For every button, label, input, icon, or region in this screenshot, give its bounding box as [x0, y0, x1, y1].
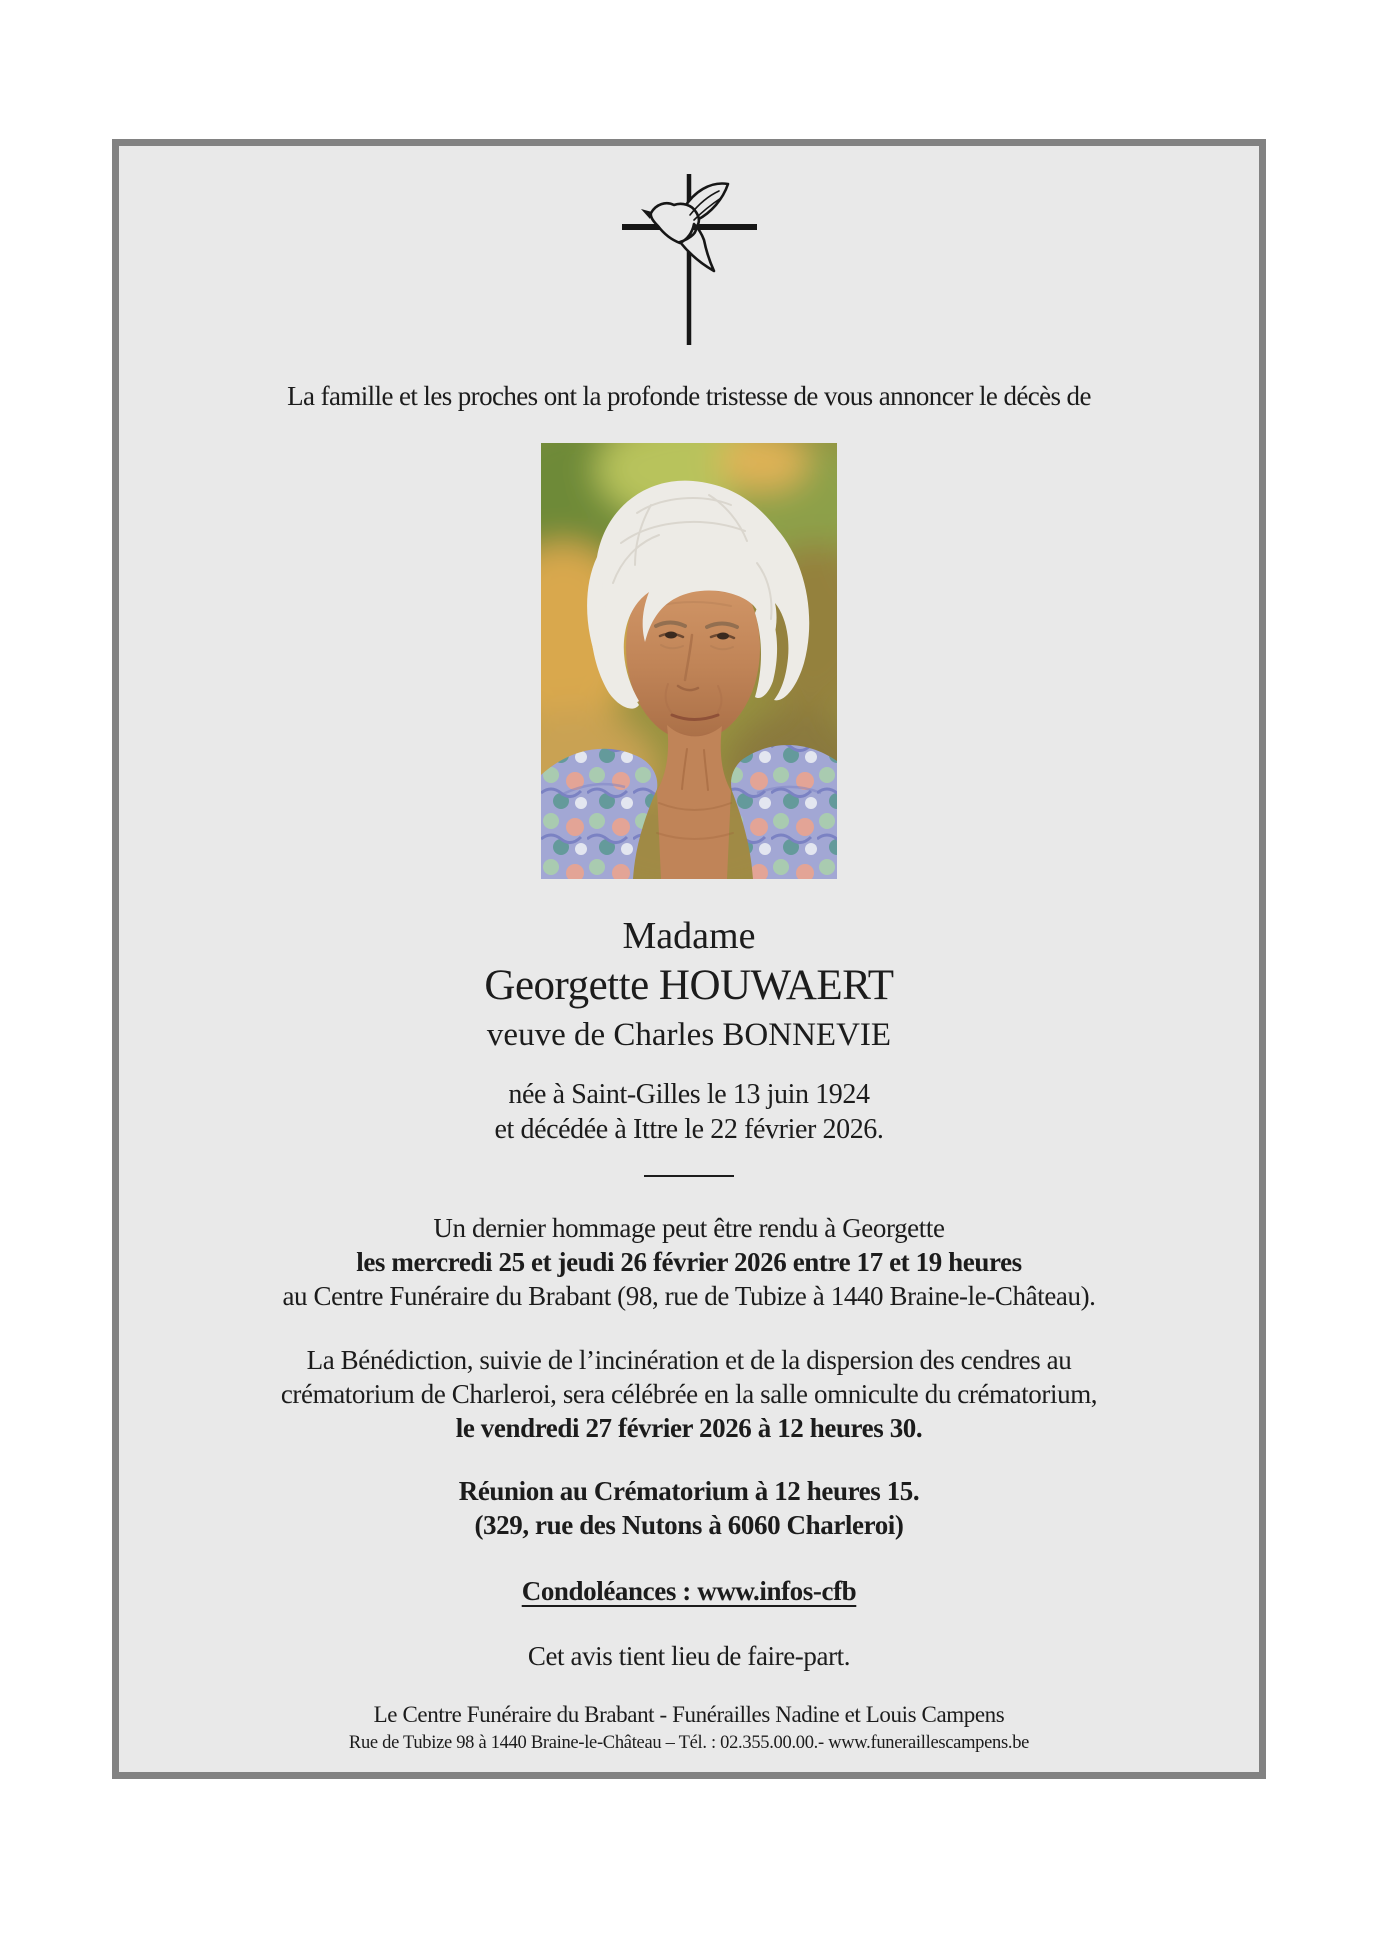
life-dates: [119, 1077, 1259, 1147]
tribute-line-location: au Centre Funéraire du Brabant (98, rue de Tubize à 1440 Braine-le-Château).: [282, 1281, 1096, 1311]
portrait-photo: [541, 443, 837, 879]
intro-text: La famille et les proches ont la profonde tristesse de vous annoncer le décès de: [287, 381, 1091, 411]
condolences-link[interactable]: Condoléances : www.infos-cfb: [521, 1576, 857, 1606]
meeting-line-address: (329, rue des Nutons à 6060 Charleroi): [474, 1510, 904, 1540]
ceremony-line-date: le vendredi 27 février 2026 à 12 heures 30.: [455, 1413, 923, 1443]
footer: [119, 1700, 1259, 1756]
condolences-row: [119, 1542, 1259, 1608]
meeting-paragraph: [119, 1474, 1259, 1542]
tribute-line: Un dernier hommage peut être rendu à Georgette: [433, 1213, 945, 1243]
memorial-card: [112, 139, 1266, 1779]
section-divider: [644, 1175, 734, 1177]
ceremony-paragraph: [119, 1343, 1259, 1445]
deceased-relation: veuve de Charles BONNEVIE: [486, 1017, 892, 1053]
ceremony-line: La Bénédiction, suivie de l’incinération et de la dispersion des cendres au: [306, 1345, 1072, 1375]
deceased-name: Georgette HOUWAERT: [484, 962, 894, 1009]
funeral-home-address: Rue de Tubize 98 à 1440 Braine-le-Château – Tél. : 02.355.00.00.- www.funeraillescampens.be: [348, 1733, 1030, 1753]
notice-text: Cet avis tient lieu de faire-part.: [527, 1641, 851, 1671]
deceased-title: Madame: [622, 915, 756, 957]
meeting-line-time: Réunion au Crématorium à 12 heures 15.: [458, 1476, 920, 1506]
tribute-paragraph: [119, 1211, 1259, 1313]
dove-cross-icon: [622, 174, 757, 345]
death-line: et décédée à Ittre le 22 février 2026.: [494, 1114, 884, 1145]
tribute-line-dates: les mercredi 25 et jeudi 26 février 2026 entre 17 et 19 heures: [356, 1247, 1022, 1277]
funeral-home-name: Le Centre Funéraire du Brabant - Funérailles Nadine et Louis Campens: [373, 1702, 1005, 1727]
birth-line: née à Saint-Gilles le 13 juin 1924: [508, 1079, 870, 1110]
ceremony-line: crématorium de Charleroi, sera célébrée en la salle omniculte du crématorium,: [280, 1379, 1098, 1409]
